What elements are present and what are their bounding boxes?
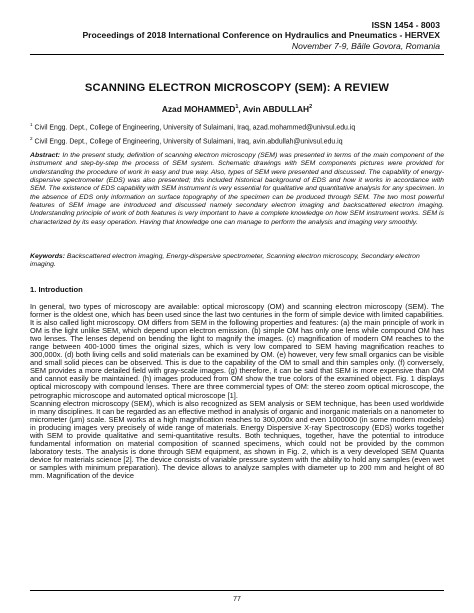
affiliation <box>30 135 444 146</box>
header-rule <box>30 54 444 55</box>
keywords-text: Backscattered electron imaging, Energy-dispersive spectrometer, Scanning electron microscopy, Secondary electron imaging. <box>30 253 420 269</box>
footer-rule <box>30 590 444 591</box>
author-separator: , <box>238 104 243 114</box>
proceedings-line: Proceedings of 2018 International Conference on Hydraulics and Pneumatics - HERVEX <box>82 30 440 40</box>
author-affiliation-mark: 1 <box>235 104 239 111</box>
keywords-label: Keywords: <box>30 253 65 260</box>
paper-title: SCANNING ELECTRON MICROSCOPY (SEM): A REVIEW <box>84 82 390 94</box>
paragraph: In general, two types of microscopy are available: optical microscopy (OM) and scanning electron microscopy (SEM). The former is the oldest one, which has been used since the last two centuries in the form of simple device with limited capabilities. It is also called light microscopy. OM differs from SEM in the following properties and features: (a) the main principle of work in OM is the light unlike SEM, which depend upon electron emission. (b) simple OM has only one lens while compound OM has two lenses. The lenses depend on bending the light to magnify the images. (c) magnification of modern OM reaches to the range between 400-1000 times the original sizes, which is very low compared to SEM having magnification reaches to 300,000x. (d) both living cells and solid materials can be examined by OM. (e) however, very few small organics can be visible and small solid pieces can be observed. This is due to the capability of the OM to small and thin samples only. (f) conversely, SEM provides a more detailed field with gray-scale images. (g) therefore, it can be said that SEM is more expensive than OM and cannot easily be maintained. (h) images produced from OM show the true colors of the examined object. Fig. 1 displays optical microscopy with compound lenses. There are three commercial types of OM: the stereo zoom optical microscope, the petrographic microscope and automated optical microscope [1]. <box>30 302 444 400</box>
affiliation-text: Civil Engg. Dept., College of Engineering, University of Sulaimani, Iraq, azad.mohammed@univsul.edu.iq <box>34 124 356 132</box>
keywords <box>30 253 444 270</box>
author-list <box>0 104 474 114</box>
issn-line: ISSN 1454 - 8003 <box>371 20 440 30</box>
abstract <box>30 152 444 227</box>
paragraph: Scanning electron microscopy (SEM), which is also recognized as SEM analysis or SEM technique, has been used worldwide in many disciplines. It can be regarded as an effective method in analysis of organic and inorganic materials on a nanometer to micrometer (μm) scale. SEM works at a high magnification reaches to 300,000x and even 1000000 (in some modern models) in producing images very precisely of wide range of materials. Energy Dispersive X-ray Spectroscopy (EDS) works together with SEM to provide qualitative and semi-quantitative results. Both techniques, together, have the potential to introduce fundamental information on material composition of scanned specimens, which could not be provided by the common laboratory tests. The analysis is done through SEM equipment, as shown in Fig. 2, which is a very developed SEM Quanta device for materials science [2]. The device consists of variable pressure system with the ability to hold any samples (even wet or samples with minimum preparation). The device allows to analyze samples with diameter up to 200 mm and height of 80 mm. Magnification of the device <box>30 398 444 480</box>
abstract-text: In the present study, definition of scanning electron microscopy (SEM) was presented in terms of the main component of the instrument and step-by-step the process of SEM system. Schematic drawings with SEM components pictures were provided for understanding the procedure of work in easy and true way. Also, types of SEM were presented and discussed. The capability of energy-dispersive spectrometer (EDS) was also presented; this included historical background of EDS and how it works in accordance with SEM. The existence of EDS capability with SEM instrument is very essential for qualitative and quantitative analysis for any specimen. In the absence of EDS only information on surface topography of the specimen can be produced through SEM. The two most powerful features of SEM image are introduced and discussed namely secondary electron imaging and backscattered electron imaging. Understanding principle of work of both features is very important to have a complete knowledge on how SEM instrument works. SEM is characterized by its easy operation. Having that knowledge one can manage to perform the analysis and imaging very smoothly. <box>30 152 445 226</box>
page-number: 77 <box>233 596 241 603</box>
date-place-line: November 7-9, Băile Govora, Romania <box>291 41 440 51</box>
affiliation-mark: 2 <box>30 136 33 141</box>
affiliation-text: Civil Engg. Dept., College of Engineering, University of Sulaimani, Iraq, avin.abdullah@univsul.edu.iq <box>34 138 343 146</box>
author-affiliation-mark: 2 <box>309 104 313 111</box>
author-name: Azad MOHAMMED <box>161 104 236 114</box>
affiliation-mark: 1 <box>30 122 33 127</box>
abstract-label: Abstract: <box>30 152 61 159</box>
body-text <box>30 303 444 480</box>
affiliation <box>30 121 444 132</box>
section-heading: 1. Introduction <box>30 285 83 294</box>
author-name: Avin ABDULLAH <box>242 104 310 114</box>
